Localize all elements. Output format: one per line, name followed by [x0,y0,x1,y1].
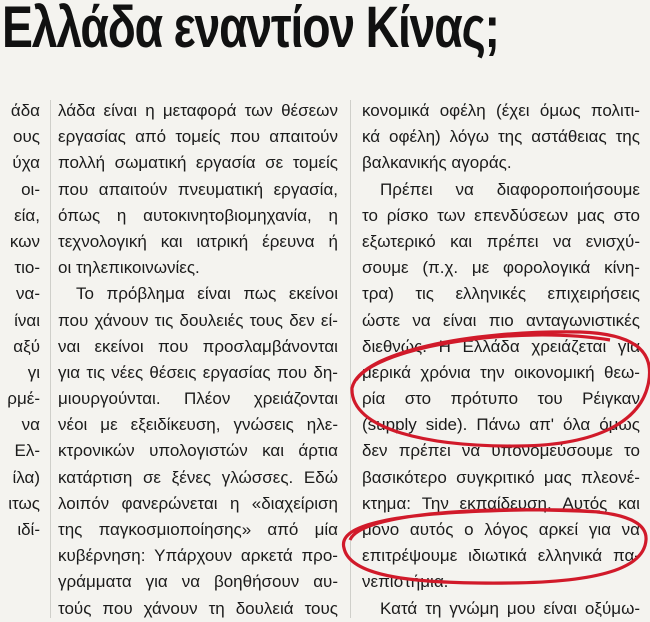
text-line: να- [16,284,40,304]
text-line: επιτρέψουμε ιδιωτικά ελληνικά πα- [362,546,640,566]
text-line: λάδα είναι η μεταφορά των θέσεων [58,101,338,120]
text-line: εία, [14,205,40,225]
text-line: τρα) τις ελληνικές επιχειρήσεις [362,284,640,304]
text-line: κονομικά οφέλη (έχει όμως πολιτι- [362,101,640,120]
text-line: κά οφέλη) λόγω της αστάθειας της [362,127,640,147]
text-line: δεν πρέπει να υπονομεύσουμε το [362,441,640,461]
text-line: γι [27,362,40,382]
text-line: σουμε (π.χ. με φορολογικά κίνη- [362,258,640,278]
text-line: γράμματα για να βοηθήσουν αυ- [58,572,338,592]
text-line: οι τηλεπικοινωνίες. [58,258,200,278]
text-line: ύχα [12,153,40,173]
text-line: Κατά τη γνώμη μου είναι οξύμω- [380,598,640,618]
text-line: κυβέρνηση: Υπάρχουν αρκετά προ- [58,546,338,566]
text-line: ιδί- [17,520,40,539]
text-line: ώστε να είναι πιο ανταγωνιστικές [362,310,640,330]
text-line: ναι εκείνοι που προσλαμβάνονται [58,336,338,356]
text-line: που χάνουν τις δουλειές τους δεν εί- [58,310,338,330]
text-line: ους [13,127,40,147]
text-line: (supply side). Πάνω απ' όλα όμως [362,415,640,435]
text-line: κτημα: Την εκπαίδευση. Αυτός και [362,493,640,513]
text-line: νεπιστήμια. [362,572,449,592]
text-line: κτρονικών υπολογιστών και άρτια [58,441,338,461]
text-line: της παγκοσμιοποίησης» από μία [58,520,338,539]
text-line: τούς που χάνουν τη δουλειά τους [58,598,338,618]
headline: Ελλάδα εναντίον Κίνας; [2,0,499,60]
text-line: Ελ- [14,441,40,461]
text-line: το ρίσκο των επενδύσεων μας στο [362,205,640,225]
text-line: διεθνώς. Η Ελλάδα χρειάζεται για [362,336,640,356]
text-line: Πρέπει να διαφοροποιήσουμε [380,179,640,199]
text-line: εξωτερικό και πρέπει να ενισχύ- [362,231,640,251]
text-line: εργασίας από τομείς που απαιτούν [58,127,338,147]
text-line: τεχνολογική και ιατρική έρευνα ή [58,231,338,251]
text-line: όπως η αυτοκινητοβιομηχανία, η [58,205,338,225]
text-line: κατάρτιση σε ξένες γλώσσες. Εδώ [58,467,338,487]
column-middle [58,98,338,622]
text-line: μιουργούνται. Πλέον χρειάζονται [58,389,338,409]
text-line: νέοι με εξειδίκευση, γνώσεις ηλε- [58,415,338,435]
text-line: τιο- [14,258,40,278]
text-line: πολλή σωματική εργασία σε τομείς [58,153,338,173]
text-line: ίλα) [12,467,40,487]
text-line: μόνο αυτός ο λόγος αρκεί για να [362,520,640,539]
text-line: ιτως [8,493,40,513]
text-line: μερικά χρόνια την οικονομική θεω- [362,362,640,382]
text-line: λοιπόν φανερώνεται η «διαχείριση [58,493,338,513]
text-line: για τις νέες θέσεις εργασίας που δη- [58,362,338,382]
text-line: αξύ [13,336,40,356]
text-line: οι- [21,179,40,199]
text-line: ίναι [14,310,40,330]
text-line: να [21,415,40,435]
column-divider [50,100,51,618]
text-line: που απαιτούν πνευματική εργασία, [58,179,338,199]
column-divider [350,100,351,618]
column-left-fragment [0,98,40,543]
text-line: βαλκανικής αγοράς. [362,153,512,173]
text-line: ρμέ- [7,389,40,409]
text-line: βασικότερο συγκριτικό μας πλεονέ- [362,467,640,487]
text-line: Το πρόβλημα είναι πως εκείνοι [76,284,338,304]
text-line: ρία στο πρότυπο του Ρέιγκαν [362,389,640,409]
text-line: άδα [10,101,40,120]
column-right [362,98,640,622]
text-line: κων [9,231,40,251]
